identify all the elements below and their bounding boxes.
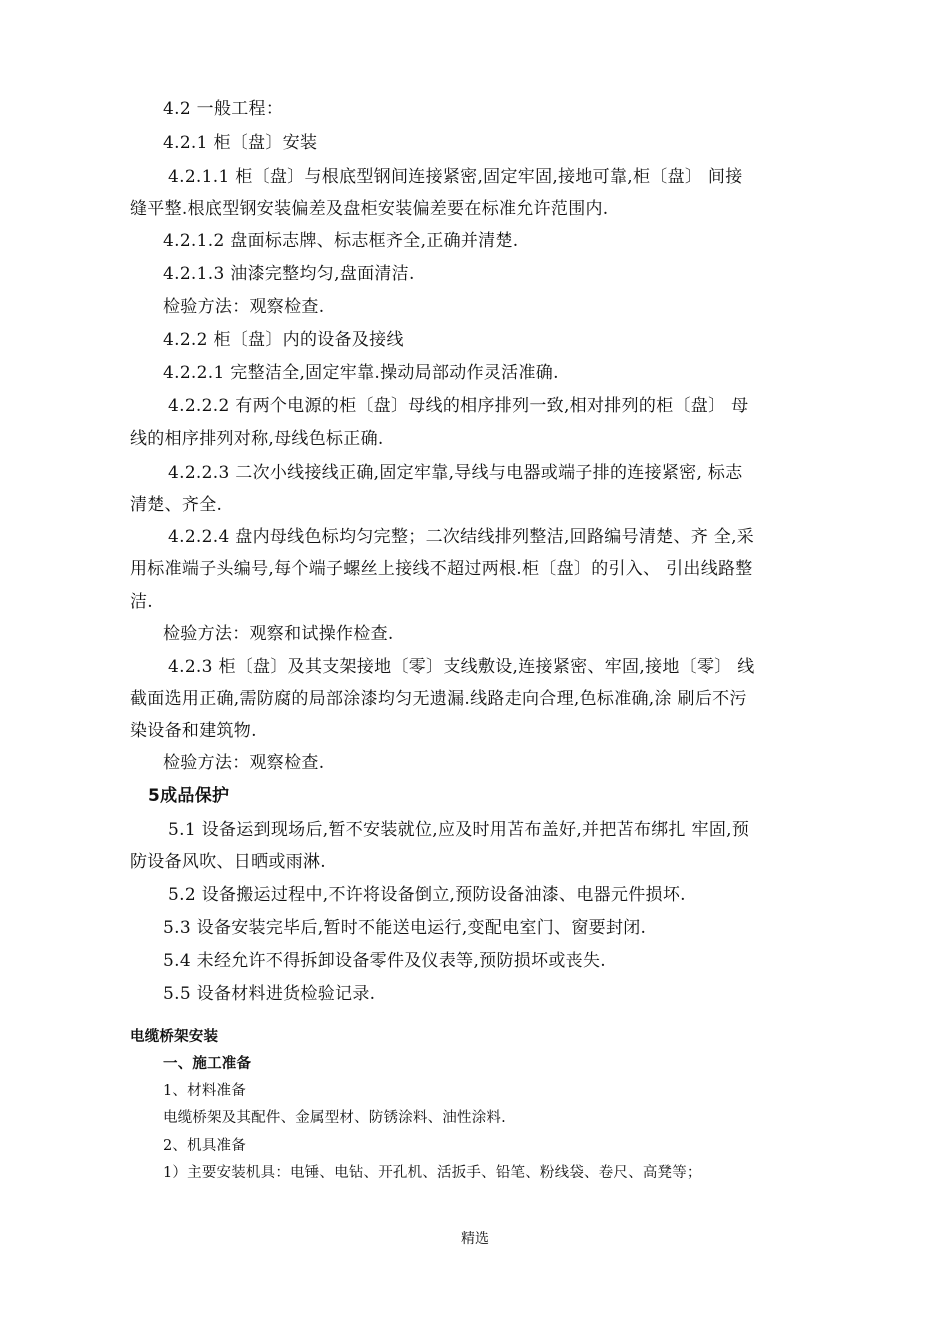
- para-materials: 电缆桥架及其配件、金属型材、防锈涂料、油性涂料.: [163, 1110, 506, 1126]
- para-4-2-3-l3: 染设备和建筑物.: [130, 721, 257, 741]
- para-5-4: 5.4 未经允许不得拆卸设备零件及仪表等,预防损坏或丧失.: [163, 951, 606, 971]
- para-5-5: 5.5 设备材料进货检验记录.: [163, 984, 376, 1004]
- inspection-method-3: 检验方法：观察检查.: [163, 753, 325, 773]
- heading-tool-prep: 2、机具准备: [163, 1138, 246, 1154]
- para-5-1-l1: 5.1 设备运到现场后,暂不安装就位,应及时用苫布盖好,并把苫布绑扎 牢固,预: [168, 820, 750, 840]
- heading-construction-prep: 一、施工准备: [163, 1056, 252, 1072]
- para-5-1-l2: 防设备风吹、日晒或雨淋.: [130, 852, 327, 872]
- inspection-method-1: 检验方法：观察检查.: [163, 297, 325, 317]
- para-4-2-2-4-l1: 4.2.2.4 盘内母线色标均匀完整；二次结线排列整洁,回路编号清楚、齐 全,采: [168, 527, 755, 547]
- para-5-2: 5.2 设备搬运过程中,不许将设备倒立,预防设备油漆、电器元件损坏.: [168, 885, 686, 905]
- para-4-2-1-3: 4.2.1.3 油漆完整均匀,盘面清洁.: [163, 264, 415, 284]
- para-4-2-1-2: 4.2.1.2 盘面标志牌、标志框齐全,正确并清楚.: [163, 231, 519, 251]
- heading-5: 5成品保护: [148, 786, 230, 806]
- para-4-2-1-1-l2: 缝平整.根底型钢安装偏差及盘柜安装偏差要在标准允许范围内.: [130, 199, 609, 219]
- para-4-2-3-l1: 4.2.3 柜〔盘〕及其支架接地〔零〕支线敷设,连接紧密、牢固,接地〔零〕 线: [168, 657, 755, 677]
- section-title-cable-tray: 电缆桥架安装: [130, 1029, 219, 1045]
- para-4-2-2-4-l3: 洁.: [130, 592, 154, 612]
- heading-4-2: 4.2 一般工程：: [163, 99, 284, 119]
- para-4-2-2-3-l1: 4.2.2.3 二次小线接线正确,固定牢靠,导线与电器或端子排的连接紧密, 标志: [168, 463, 743, 483]
- para-tools: 1）主要安装机具：电锤、电钻、开孔机、活扳手、铅笔、粉线袋、卷尺、高凳等；: [163, 1165, 702, 1181]
- heading-4-2-1: 4.2.1 柜〔盘〕安装: [163, 133, 318, 153]
- heading-material-prep: 1、材料准备: [163, 1083, 246, 1099]
- page-footer: 精选: [461, 1231, 489, 1247]
- para-4-2-2-3-l2: 清楚、齐全.: [130, 495, 223, 515]
- heading-4-2-2: 4.2.2 柜〔盘〕内的设备及接线: [163, 330, 404, 350]
- para-4-2-2-2-l1: 4.2.2.2 有两个电源的柜〔盘〕母线的相序排列一致,相对排列的柜〔盘〕 母: [168, 396, 749, 416]
- para-5-3: 5.3 设备安装完毕后,暂时不能送电运行,变配电室门、窗要封闭.: [163, 918, 647, 938]
- para-4-2-1-1-l1: 4.2.1.1 柜〔盘〕与根底型钢间连接紧密,固定牢固,接地可靠,柜〔盘〕 间接: [168, 167, 743, 187]
- inspection-method-2: 检验方法：观察和试操作检查.: [163, 624, 394, 644]
- para-4-2-2-1: 4.2.2.1 完整洁全,固定牢靠.操动局部动作灵活准确.: [163, 363, 559, 383]
- para-4-2-2-2-l2: 线的相序排列对称,母线色标正确.: [130, 429, 384, 449]
- para-4-2-2-4-l2: 用标准端子头编号,每个端子螺丝上接线不超过两根.柜〔盘〕的引入、 引出线路整: [130, 559, 753, 579]
- para-4-2-3-l2: 截面选用正确,需防腐的局部涂漆均匀无遗漏.线路走向合理,色标准确,涂 刷后不污: [130, 689, 747, 709]
